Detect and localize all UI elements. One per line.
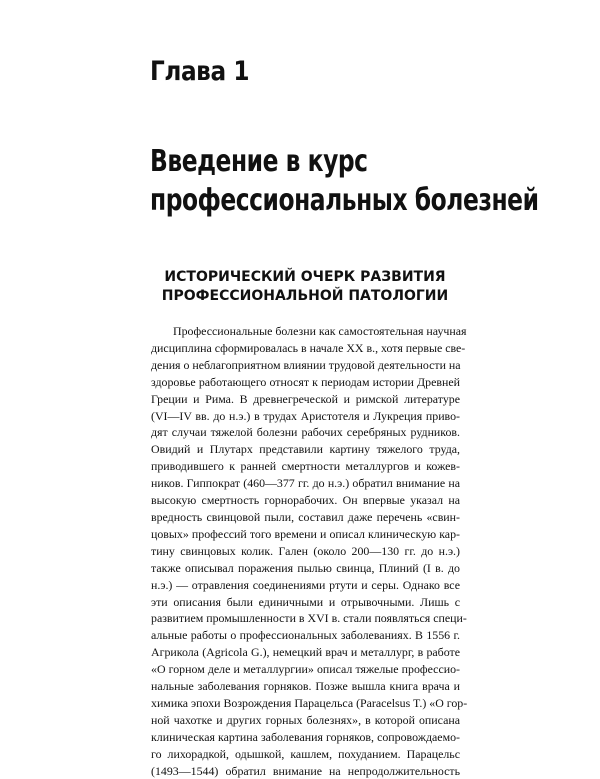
paragraph-line: высокую смертность горнорабочих. Он впервые указал на xyxy=(151,493,460,508)
section-heading-line: ИСТОРИЧЕСКИЙ ОЧЕРК РАЗВИТИЯ xyxy=(164,269,446,285)
paragraph-line: нальные заболевания горняков. Позже вышла книга врача и xyxy=(151,679,460,694)
paragraph-line: приводившего к ранней смертности металлургов и кожев- xyxy=(151,459,460,474)
paragraph-line: «О горном деле и металлургии» описал тяжелые профессио- xyxy=(151,662,460,677)
paragraph-line: Профессиональные болезни как самостоятельная научная xyxy=(173,324,467,338)
paragraph-line: клиническая картина заболевания горняков, сопровождаемо- xyxy=(151,729,460,744)
paragraph-line: Агрикола (Agricola G.), немецкий врач и металлург, в работе xyxy=(151,645,460,660)
paragraph-line: Овидий и Плутарх представили картину тяжелого труда, xyxy=(151,442,460,457)
paragraph-line: дения о неблагоприятном влиянии трудовой деятельности на xyxy=(151,357,461,372)
section-heading xyxy=(150,268,460,306)
section-heading-line: ПРОФЕССИОНАЛЬНОЙ ПАТОЛОГИИ xyxy=(161,288,449,304)
paragraph-line: тину свинцовых колик. Гален (около 200—130 гг. до н.э.) xyxy=(151,543,460,558)
paragraph-line: (1493—1544) обратил внимание на непродолжительность xyxy=(151,763,460,778)
body-paragraph xyxy=(151,323,468,779)
chapter-title-line: профессиональных болезней xyxy=(150,183,539,218)
paragraph-line: дисциплина сформировалась в начале XX в., хотя первые све- xyxy=(151,340,466,355)
paragraph-line: дят случаи тяжелой болезни рабочих серебряных рудников. xyxy=(151,425,460,440)
paragraph-line: эти описания были единичными и отрывочными. Лишь с xyxy=(151,594,460,609)
chapter-title xyxy=(150,142,539,220)
chapter-title-line: Введение в курс xyxy=(150,144,368,179)
paragraph-line: цовых» профессий того времени и описал клиническую кар- xyxy=(151,526,460,541)
paragraph-line: ников. Гиппократ (460—377 гг. до н.э.) обратил внимание на xyxy=(151,476,460,491)
paragraph-line: вредность свинцовой пыли, составил даже перечень «свин- xyxy=(151,509,460,524)
paragraph-line: также описывал поражения пылью свинца, Плиний (I в. до xyxy=(151,560,460,575)
paragraph-line: здоровье работающего относят к периодам истории Древней xyxy=(151,374,460,389)
paragraph-line: го лихорадкой, одышкой, кашлем, похуданием. Парацельс xyxy=(151,746,460,761)
paragraph-line: н.э.) — отравления соединениями ртути и серы. Однако все xyxy=(151,577,460,592)
paragraph-line: (VI—IV вв. до н.э.) в трудах Аристотеля и Лукреция приво- xyxy=(151,408,460,423)
paragraph-line: химика эпохи Возрождения Парацельса (Paracelsus T.) «О гор- xyxy=(151,695,468,710)
paragraph-line: Греции и Рима. В древнегреческой и римской литературе xyxy=(151,391,460,406)
chapter-label: Глава 1 xyxy=(150,56,250,87)
paragraph-line: ной чахотке и других горных болезнях», в которой описана xyxy=(151,712,460,727)
paragraph-line: развитием промышленности в XVI в. стали появляться специ- xyxy=(151,611,467,626)
paragraph-line: альные работы о профессиональных заболеваниях. В 1556 г. xyxy=(151,628,460,643)
